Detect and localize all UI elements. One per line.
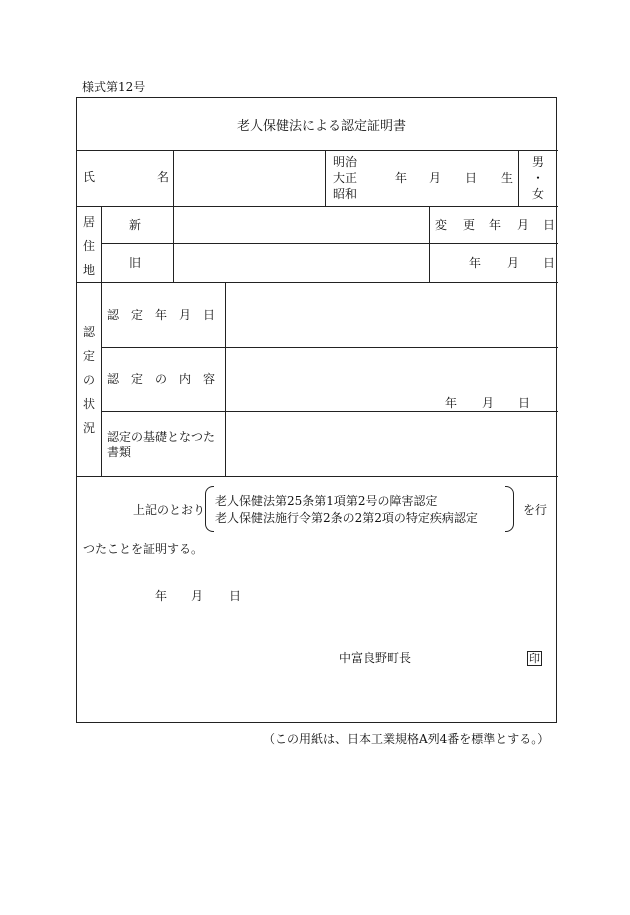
- right-brace: [505, 486, 514, 532]
- status-label: 認 定 の 状 況: [82, 325, 95, 435]
- left-brace: [205, 486, 214, 532]
- issue-day-label: 日: [229, 589, 242, 603]
- era-showa: 昭和: [333, 187, 358, 201]
- sex-male: 男: [532, 155, 545, 169]
- form-number: 様式第12号: [82, 80, 146, 94]
- old-day-label: 日: [543, 256, 556, 270]
- divider: [101, 206, 102, 476]
- certification-option-2: 老人保健法施行令第2条の2第2項の特定疾病認定: [215, 511, 478, 525]
- birth-year-label: 年: [395, 171, 408, 185]
- certification-line-2: つたことを証明する。: [83, 542, 204, 556]
- name-field[interactable]: [173, 151, 325, 206]
- divider: [518, 150, 519, 206]
- old-year-label: 年: [469, 256, 482, 270]
- content-day-label: 日: [518, 396, 531, 410]
- era-taisho: 大正: [333, 171, 358, 185]
- change-year-label: 年: [489, 218, 502, 232]
- issue-month-label: 月: [191, 589, 204, 603]
- divider: [325, 150, 326, 206]
- content-month-label: 月: [482, 396, 495, 410]
- sex-female: 女: [532, 187, 545, 201]
- basis-documents-field[interactable]: [226, 412, 558, 476]
- issuer-name: 中富良野町長: [339, 651, 412, 665]
- footnote: （この用紙は、日本工業規格A列4番を標準とする。）: [263, 732, 550, 746]
- birth-day-label: 日: [465, 171, 478, 185]
- change-day-label: 日: [543, 218, 556, 232]
- basis-documents-label: 認定の基礎となつた: [107, 430, 216, 444]
- old-address-field[interactable]: [173, 244, 429, 282]
- certification-option-1: 老人保健法第25条第1項第2号の障害認定: [215, 494, 438, 508]
- new-address-field[interactable]: [173, 207, 429, 243]
- name-label-left: 氏: [83, 170, 96, 184]
- content-year-label: 年: [445, 396, 458, 410]
- old-month-label: 月: [507, 256, 520, 270]
- divider: [429, 206, 430, 282]
- recognition-date-field[interactable]: [226, 283, 558, 347]
- certificate-form: [76, 97, 557, 723]
- recognition-date-label: 認 定 年 月 日: [107, 308, 216, 322]
- recognition-content-field[interactable]: [226, 348, 558, 411]
- change-month-label: 月: [517, 218, 530, 232]
- born-label: 生: [501, 171, 514, 185]
- form-title: 老人保健法による認定証明書: [237, 119, 407, 134]
- basis-documents-label-2: 書類: [107, 445, 132, 459]
- change-label-2: 更: [463, 218, 476, 232]
- residence-label: 居 住 地: [82, 215, 95, 277]
- name-label-right: 名: [157, 170, 170, 184]
- certification-suffix: を行: [523, 503, 548, 517]
- certification-intro: 上記のとおり: [133, 503, 206, 517]
- divider: [77, 476, 558, 477]
- sex-dot: ・: [532, 171, 545, 185]
- era-meiji: 明治: [333, 155, 358, 169]
- change-label: 変: [435, 218, 448, 232]
- old-address-label: 旧: [129, 256, 142, 270]
- birth-month-label: 月: [429, 171, 442, 185]
- seal-mark: 印: [529, 652, 540, 665]
- issue-year-label: 年: [155, 589, 168, 603]
- new-address-label: 新: [129, 218, 142, 232]
- recognition-content-label: 認 定 の 内 容: [107, 372, 216, 386]
